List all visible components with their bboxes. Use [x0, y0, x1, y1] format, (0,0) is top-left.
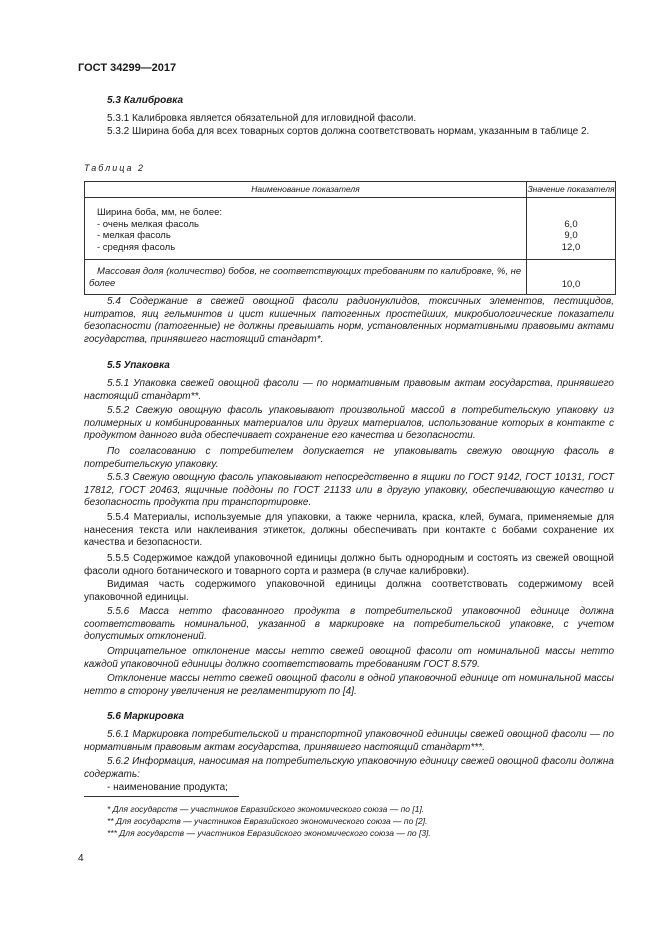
section-5-5-title: 5.5 Упаковка: [107, 360, 170, 371]
paragraph-5-4: 5.4 Содержание в свежей овощной фасоли радионуклидов, токсичных элементов, пестицидов, нитратов, яиц гельминтов и цист кишечных патогенных простейших, микробиологические показатели безопасности (патогенные) не должны превышать норм, установленных нормативными правовыми актами государства, принявшего настоящий стандарт*.: [84, 296, 614, 345]
value-cell: 6,0: [564, 218, 578, 230]
row-bean-width-item: - средняя фасоль: [97, 241, 176, 253]
footnote: ** Для государств — участников Евразийского экономического союза — по [2].: [107, 816, 428, 826]
row-bean-width-item: - очень мелкая фасоль: [97, 218, 199, 230]
value-cell: 12,0: [561, 241, 581, 253]
paragraph-5-5-3: 5.5.3 Свежую овощную фасоль упаковывают непосредственно в ящики по ГОСТ 9142, ГОСТ 10131, ГОСТ 17812, ГОСТ 20463, ящичные поддоны по ГОСТ 21133 или в другую упаковку, обеспечивающую качество и безопасность продукта при транспортировке.: [84, 472, 614, 508]
paragraph-5-6-1: 5.6.1 Маркировка потребительской и транспортной упаковочной единицы свежей овощной фасоли — по нормативным правовым актам государства, принявшего настоящий стандарт***.: [84, 729, 614, 753]
paragraph-5-5-1: 5.5.1 Упаковка свежей овощной фасоли — по нормативным правовым актам государства, принявшего настоящий стандарт**.: [84, 378, 614, 402]
row-bean-width-head: Ширина боба, мм, не более:: [97, 207, 223, 218]
paragraph-5-5-2: 5.5.2 Свежую овощную фасоль упаковывают произвольной массой в потребительскую упаковку из полимерных и комбинированных материалов или других материалов, использование которых в контакте с продуктом данного вида обеспечивает сохранение его качества и безопасности.: [84, 405, 614, 441]
footnote: *** Для государств — участников Евразийского экономического союза — по [3].: [107, 828, 431, 838]
paragraph-5-3-1: 5.3.1 Калибровка является обязательной для игловидной фасоли.: [107, 113, 417, 124]
table-caption: Таблица 2: [84, 163, 146, 173]
paragraph-5-5-4: 5.5.4 Материалы, используемые для упаковки, а также чернила, краска, клей, бумага, применяемые для нанесения текста или наклеивания этикеток, должны обеспечивать при контакте с бобами сохранение их качества и безопасности.: [84, 512, 614, 548]
paragraph-5-5-2-note: По согласованию с потребителем допускается не упаковывать свежую овощную фасоль в потребительскую упаковку.: [84, 446, 614, 470]
footnote-divider: [84, 796, 239, 797]
paragraph-5-5-6-pos: Отклонение массы нетто свежей овощной фасоли в одной упаковочной единице от номинальной массы нетто в сторону увеличения не регламентируют по [4].: [84, 673, 614, 697]
row-bean-width-item: - мелкая фасоль: [97, 230, 171, 241]
section-5-6-title: 5.6 Маркировка: [107, 711, 184, 722]
paragraph-5-5-6-neg: Отрицательное отклонение массы нетто свежей овощной фасоли от номинальной массы нетто каждой упаковочной единицы должно соответствовать требованиям ГОСТ 8.579.: [84, 646, 614, 670]
footnote: * Для государств — участников Евразийского экономического союза — по [1].: [107, 804, 425, 814]
paragraph-5-6-2: 5.6.2 Информация, наносимая на потребительскую упаковочную единицу свежей овощной фасоли должна содержать:: [84, 756, 614, 780]
row-mass-share-value: 10,0: [527, 260, 616, 295]
paragraph-5-5-5-note: Видимая часть содержимого упаковочной единицы должна соответствовать содержимому всей упаковочной единицы.: [84, 579, 614, 603]
paragraph-5-6-2-item: - наименование продукта;: [107, 782, 228, 793]
value-cell: 9,0: [564, 230, 578, 241]
table-header-value: Значение показателя: [527, 182, 616, 198]
row-mass-share-text: Массовая доля (количество) бобов, не соответствующих требованиям по калибровке, %, не более: [85, 260, 527, 295]
table-header-indicator: Наименование показателя: [85, 182, 527, 198]
table-2: [84, 181, 616, 295]
paragraph-5-5-6: 5.5.6 Масса нетто фасованного продукта в потребительской упаковочной единице должна соответствовать номинальной, указанной в маркировке на потребительской упаковке, с учетом допустимых отклонений.: [84, 606, 614, 642]
page-number: 4: [78, 853, 84, 864]
paragraph-5-3-2: 5.3.2 Ширина боба для всех товарных сортов должна соответствовать нормам, указанным в таблице 2.: [107, 126, 590, 137]
section-5-3-title: 5.3 Калибровка: [107, 95, 184, 106]
paragraph-5-5-5: 5.5.5 Содержимое каждой упаковочной единицы должно быть однородным и состоять из свежей овощной фасоли одного ботанического и товарного сорта и размера (в случае калибровки).: [84, 553, 614, 577]
document-code: ГОСТ 34299—2017: [78, 62, 177, 74]
